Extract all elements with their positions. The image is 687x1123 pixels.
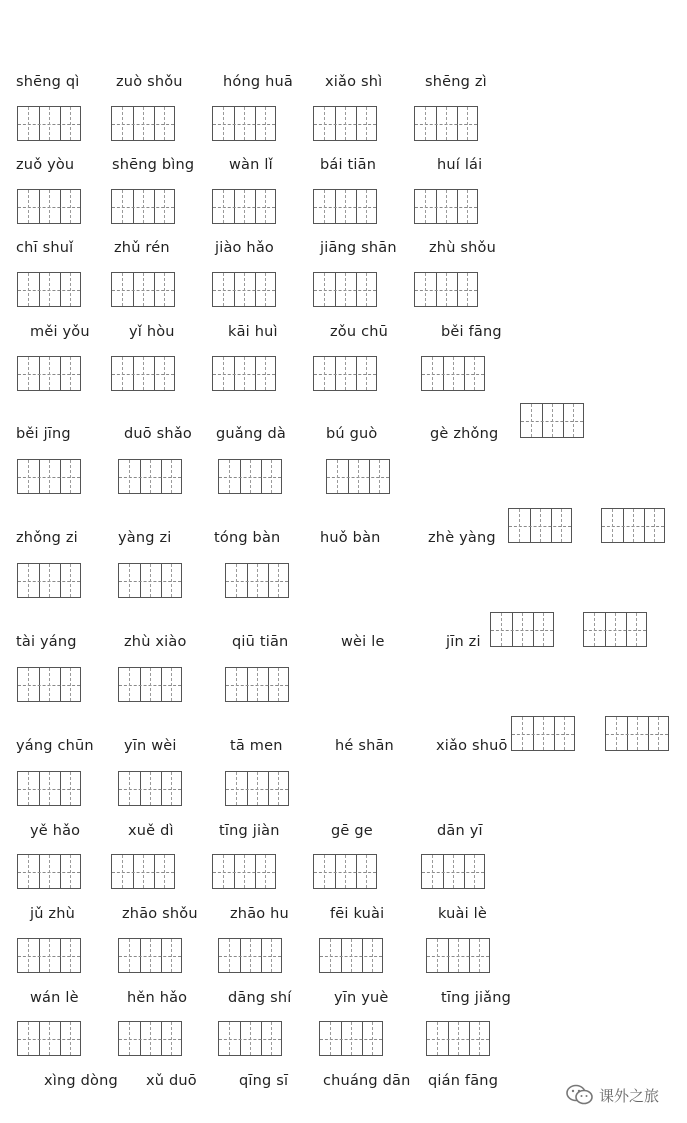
writing-grid-box[interactable]: [508, 508, 572, 543]
writing-grid-box[interactable]: [511, 716, 575, 751]
pinyin-word: gè zhǒng: [430, 426, 499, 442]
pinyin-word: yīn wèi: [124, 738, 177, 754]
pinyin-word: kuài lè: [438, 906, 488, 922]
writing-grid-box[interactable]: [118, 771, 182, 806]
pinyin-word: zhāo hu: [230, 906, 289, 922]
writing-grid-box[interactable]: [426, 1021, 490, 1056]
writing-grid-box[interactable]: [17, 667, 81, 702]
pinyin-word: yīn yuè: [334, 990, 389, 1006]
pinyin-word: shēng zì: [425, 74, 487, 90]
pinyin-word: jǔ zhù: [30, 906, 76, 922]
writing-grid-box[interactable]: [17, 272, 81, 307]
writing-grid-box[interactable]: [605, 716, 669, 751]
writing-grid-box[interactable]: [17, 563, 81, 598]
pinyin-word: xìng dòng: [44, 1073, 118, 1089]
pinyin-word: zhǒng zi: [16, 530, 78, 546]
writing-grid-box[interactable]: [490, 612, 554, 647]
writing-grid-box[interactable]: [118, 1021, 182, 1056]
pinyin-word: qián fāng: [428, 1073, 499, 1089]
pinyin-word: xuě dì: [128, 823, 174, 839]
writing-grid-box[interactable]: [225, 771, 289, 806]
writing-grid-box[interactable]: [118, 459, 182, 494]
writing-grid-box[interactable]: [118, 667, 182, 702]
writing-grid-box[interactable]: [583, 612, 647, 647]
writing-grid-box[interactable]: [118, 938, 182, 973]
pinyin-word: jiào hǎo: [215, 240, 274, 256]
pinyin-word: tóng bàn: [214, 530, 281, 546]
pinyin-word: zhǔ rén: [114, 240, 170, 256]
writing-grid-box[interactable]: [111, 356, 175, 391]
writing-grid-box[interactable]: [319, 1021, 383, 1056]
pinyin-word: zhù shǒu: [429, 240, 497, 256]
writing-grid-box[interactable]: [111, 272, 175, 307]
pinyin-word: běi fāng: [441, 324, 502, 340]
writing-grid-box[interactable]: [601, 508, 665, 543]
pinyin-word: duō shǎo: [124, 426, 192, 442]
pinyin-word: fēi kuài: [330, 906, 385, 922]
writing-grid-box[interactable]: [212, 189, 276, 224]
writing-grid-box[interactable]: [326, 459, 390, 494]
writing-grid-box[interactable]: [218, 459, 282, 494]
wechat-icon: [565, 1083, 595, 1107]
writing-grid-box[interactable]: [118, 563, 182, 598]
pinyin-word: bú guò: [326, 426, 378, 442]
pinyin-word: xiǎo shì: [325, 74, 383, 90]
writing-grid-box[interactable]: [17, 459, 81, 494]
pinyin-word: běi jīng: [16, 426, 71, 442]
pinyin-word: zhè yàng: [428, 530, 496, 546]
writing-grid-box[interactable]: [17, 356, 81, 391]
writing-grid-box[interactable]: [414, 272, 478, 307]
pinyin-word: chuáng dān: [323, 1073, 411, 1089]
pinyin-word: xǔ duō: [146, 1073, 197, 1089]
writing-grid-box[interactable]: [17, 938, 81, 973]
pinyin-word: tài yáng: [16, 634, 77, 650]
pinyin-word: huǒ bàn: [320, 530, 381, 546]
pinyin-word: tā men: [230, 738, 283, 754]
pinyin-word: hé shān: [335, 738, 394, 754]
pinyin-word: shēng bìng: [112, 157, 195, 173]
pinyin-word: wèi le: [341, 634, 385, 650]
writing-grid-box[interactable]: [212, 854, 276, 889]
writing-grid-box[interactable]: [520, 403, 584, 438]
writing-grid-box[interactable]: [111, 106, 175, 141]
writing-grid-box[interactable]: [111, 854, 175, 889]
pinyin-word: hóng huā: [223, 74, 293, 90]
pinyin-word: yàng zi: [118, 530, 172, 546]
pinyin-word: jīn zi: [446, 634, 481, 650]
pinyin-word: wán lè: [30, 990, 79, 1006]
pinyin-word: tīng jiǎng: [441, 990, 512, 1006]
pinyin-word: zhāo shǒu: [122, 906, 198, 922]
writing-grid-box[interactable]: [17, 771, 81, 806]
pinyin-word: tīng jiàn: [219, 823, 280, 839]
writing-grid-box[interactable]: [17, 106, 81, 141]
pinyin-word: xiǎo shuō: [436, 738, 508, 754]
pinyin-word: zuǒ yòu: [16, 157, 75, 173]
pinyin-word: kāi huì: [228, 324, 278, 340]
writing-grid-box[interactable]: [17, 189, 81, 224]
pinyin-word: guǎng dà: [216, 426, 286, 442]
watermark-text: 课外之旅: [599, 1086, 660, 1105]
pinyin-word: huí lái: [437, 157, 483, 173]
writing-grid-box[interactable]: [111, 189, 175, 224]
writing-grid-box[interactable]: [313, 106, 377, 141]
writing-grid-box[interactable]: [218, 938, 282, 973]
writing-grid-box[interactable]: [225, 563, 289, 598]
writing-grid-box[interactable]: [414, 189, 478, 224]
writing-grid-box[interactable]: [212, 272, 276, 307]
pinyin-word: dāng shí: [228, 990, 292, 1006]
writing-grid-box[interactable]: [218, 1021, 282, 1056]
pinyin-word: yáng chūn: [16, 738, 94, 754]
watermark: [565, 1083, 659, 1107]
pinyin-word: dān yī: [437, 823, 483, 839]
writing-grid-box[interactable]: [426, 938, 490, 973]
writing-grid-box[interactable]: [225, 667, 289, 702]
writing-grid-box[interactable]: [212, 106, 276, 141]
writing-grid-box[interactable]: [421, 356, 485, 391]
pinyin-word: bái tiān: [320, 157, 377, 173]
pinyin-word: chī shuǐ: [16, 240, 74, 256]
writing-grid-box[interactable]: [313, 854, 377, 889]
writing-grid-box[interactable]: [212, 356, 276, 391]
pinyin-word: měi yǒu: [30, 324, 90, 340]
pinyin-word: qiū tiān: [232, 634, 289, 650]
writing-grid-box[interactable]: [313, 189, 377, 224]
pinyin-word: zǒu chū: [330, 324, 389, 340]
writing-grid-box[interactable]: [421, 854, 485, 889]
pinyin-word: yǐ hòu: [129, 324, 175, 340]
writing-grid-box[interactable]: [319, 938, 383, 973]
writing-grid-box[interactable]: [414, 106, 478, 141]
pinyin-word: jiāng shān: [320, 240, 397, 256]
pinyin-word: qīng sī: [239, 1073, 289, 1089]
pinyin-word: yě hǎo: [30, 823, 81, 839]
writing-grid-box[interactable]: [313, 272, 377, 307]
pinyin-word: zhù xiào: [124, 634, 187, 650]
pinyin-word: gē ge: [331, 823, 373, 839]
writing-grid-box[interactable]: [313, 356, 377, 391]
pinyin-word: hěn hǎo: [127, 990, 188, 1006]
pinyin-word: shēng qì: [16, 74, 80, 90]
pinyin-word: wàn lǐ: [229, 157, 273, 173]
pinyin-word: zuò shǒu: [116, 74, 183, 90]
writing-grid-box[interactable]: [17, 1021, 81, 1056]
writing-grid-box[interactable]: [17, 854, 81, 889]
